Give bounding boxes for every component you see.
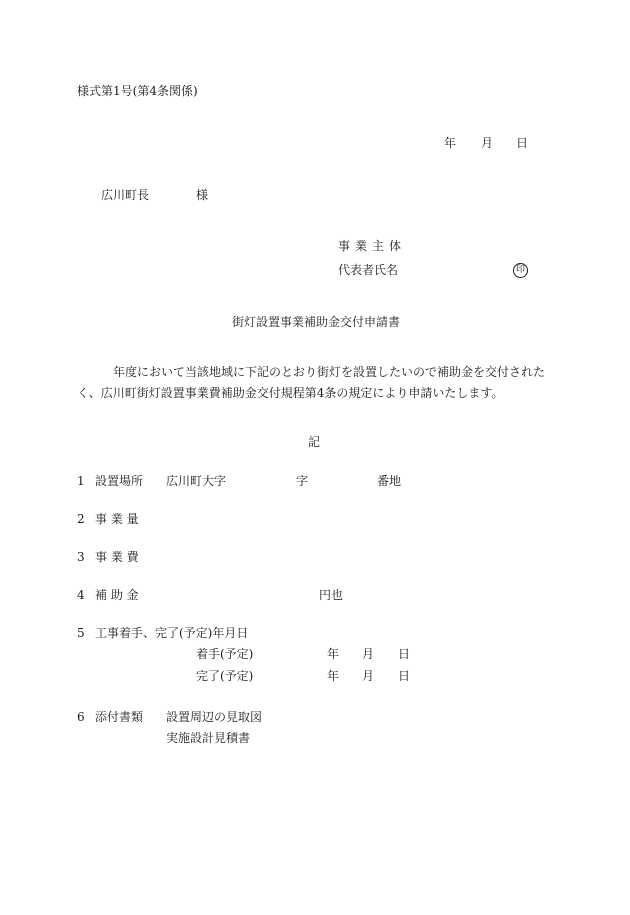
item-5-start-month: 月 <box>362 647 375 661</box>
item-5-label: 工事着手、完了(予定)年月日 <box>95 626 249 640</box>
recipient-name: 広川町長 <box>101 188 150 202</box>
item-1-number: 1 <box>77 474 85 488</box>
item-5-end-label: 完了(予定) <box>196 669 254 683</box>
item-2-number: 2 <box>77 512 85 526</box>
body-line-2: く、広川町街灯設置事業費補助金交付規程第4条の規定により申請いたします。 <box>77 386 504 400</box>
ki-heading: 記 <box>308 435 321 449</box>
item-6-doc-2: 実施設計見積書 <box>166 731 251 745</box>
item-5-number: 5 <box>77 626 85 640</box>
document-title: 街灯設置事業補助金交付申請書 <box>232 315 401 329</box>
body-line-1: 年度において当該地域に下記のとおり街灯を設置したいので補助金を交付された <box>113 365 546 379</box>
item-4-number: 4 <box>77 588 85 602</box>
item-5-end-year: 年 <box>327 669 340 683</box>
applicant-entity-label: 事業主体 <box>338 239 407 253</box>
item-5-end-month: 月 <box>362 669 375 683</box>
item-6-doc-1: 設置周辺の見取図 <box>166 710 263 724</box>
seal-mark: 印 <box>513 263 528 278</box>
item-4-label: 補 助 金 <box>95 588 139 602</box>
date-year: 年 <box>444 136 457 150</box>
item-1-label: 設置場所 <box>95 474 144 488</box>
item-3-number: 3 <box>77 550 85 564</box>
item-2-label: 事 業 量 <box>95 512 139 526</box>
item-6-number: 6 <box>77 710 85 724</box>
item-1-aza: 字 <box>296 474 309 488</box>
item-5-end-day: 日 <box>398 669 411 683</box>
applicant-rep-label: 代表者氏名 <box>338 263 399 277</box>
recipient-honorific: 様 <box>196 188 209 202</box>
item-5-start-day: 日 <box>398 647 411 661</box>
item-6-label: 添付書類 <box>95 710 144 724</box>
form-number: 様式第1号(第4条関係) <box>77 84 198 98</box>
date-month: 月 <box>481 136 494 150</box>
date-day: 日 <box>516 136 529 150</box>
item-5-start-year: 年 <box>327 647 340 661</box>
body-paragraph <box>77 362 557 404</box>
item-4-unit: 円也 <box>319 588 344 602</box>
item-5-start-label: 着手(予定) <box>196 647 254 661</box>
item-1-banchi: 番地 <box>377 474 402 488</box>
item-3-label: 事 業 費 <box>95 550 139 564</box>
item-1-oaza: 広川町大字 <box>166 474 227 488</box>
